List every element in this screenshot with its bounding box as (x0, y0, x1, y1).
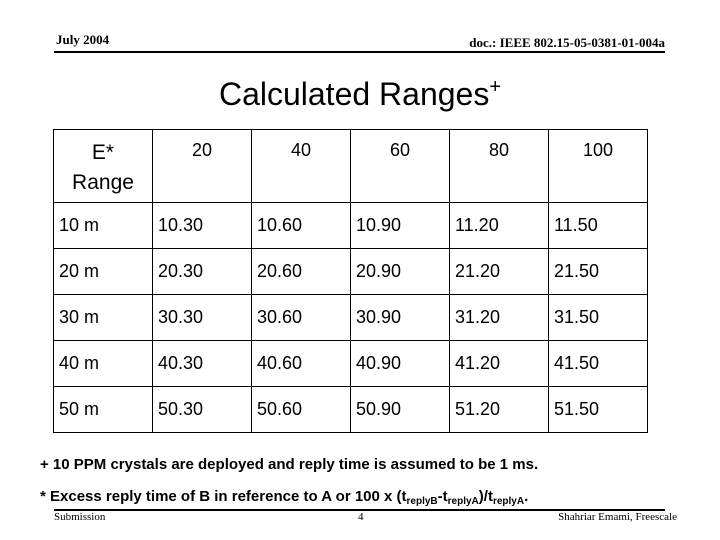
slide-title-text: Calculated Ranges (218, 76, 490, 112)
table-row (54, 387, 648, 433)
table-cell: 50.90 (351, 387, 450, 433)
table-cell: 20.60 (252, 249, 351, 295)
table-cell: 20.30 (153, 249, 252, 295)
row-label: 10 m (54, 203, 153, 249)
table-cell: 30.30 (153, 295, 252, 341)
table-cell: 11.50 (549, 203, 648, 249)
table-cell: 50.30 (153, 387, 252, 433)
table-cell: 21.20 (450, 249, 549, 295)
table-cell: 20.90 (351, 249, 450, 295)
table-cell: 31.20 (450, 295, 549, 341)
ranges-table (53, 129, 648, 433)
row-label: 30 m (54, 295, 153, 341)
header-rule (54, 51, 665, 53)
corner-bottom-label: Range (72, 171, 134, 194)
slide-title (0, 76, 720, 113)
table-cell: 40.30 (153, 341, 252, 387)
row-label: 40 m (54, 341, 153, 387)
table-cell: 30.90 (351, 295, 450, 341)
table-cell: 40.90 (351, 341, 450, 387)
table-cell: 10.60 (252, 203, 351, 249)
table-row (54, 249, 648, 295)
header-date: July 2004 (56, 32, 110, 47)
column-header: 100 (549, 130, 648, 203)
table-cell: 41.50 (549, 341, 648, 387)
table-cell: 51.20 (450, 387, 549, 433)
table-cell: 40.60 (252, 341, 351, 387)
column-header: 20 (153, 130, 252, 203)
row-label: 20 m (54, 249, 153, 295)
table-header-row (54, 130, 648, 203)
table-row (54, 341, 648, 387)
table-row (54, 295, 648, 341)
column-header: 80 (450, 130, 549, 203)
footnote-plus: + 10 PPM crystals are deployed and reply time is assumed to be 1 ms. (40, 456, 539, 473)
table-cell: 30.60 (252, 295, 351, 341)
table-cell: 10.90 (351, 203, 450, 249)
table-cell: 50.60 (252, 387, 351, 433)
footer-submission: Submission (54, 511, 106, 523)
table-cell: 51.50 (549, 387, 648, 433)
footnote-star: * Excess reply time of B in reference to A or 100 x $(t_{replyB}-t_{replyA})/t_{replyA}$. (40, 488, 529, 507)
table-cell: 11.20 (450, 203, 549, 249)
column-header: 60 (351, 130, 450, 203)
corner-top-label: E* (91, 141, 115, 164)
page-number: 4 (358, 511, 364, 523)
table-cell: 10.30 (153, 203, 252, 249)
table-cell: 41.20 (450, 341, 549, 387)
table-cell: 21.50 (549, 249, 648, 295)
row-label: 50 m (54, 387, 153, 433)
footer-author: Shahriar Emami, Freescale (558, 511, 677, 523)
header-doc-id: doc.: IEEE 802.15-05-0381-01-004a (469, 35, 665, 50)
slide-title-mark: + (489, 76, 502, 98)
table-cell: 31.50 (549, 295, 648, 341)
column-header: 40 (252, 130, 351, 203)
table-row (54, 203, 648, 249)
table-corner-cell (54, 130, 153, 203)
